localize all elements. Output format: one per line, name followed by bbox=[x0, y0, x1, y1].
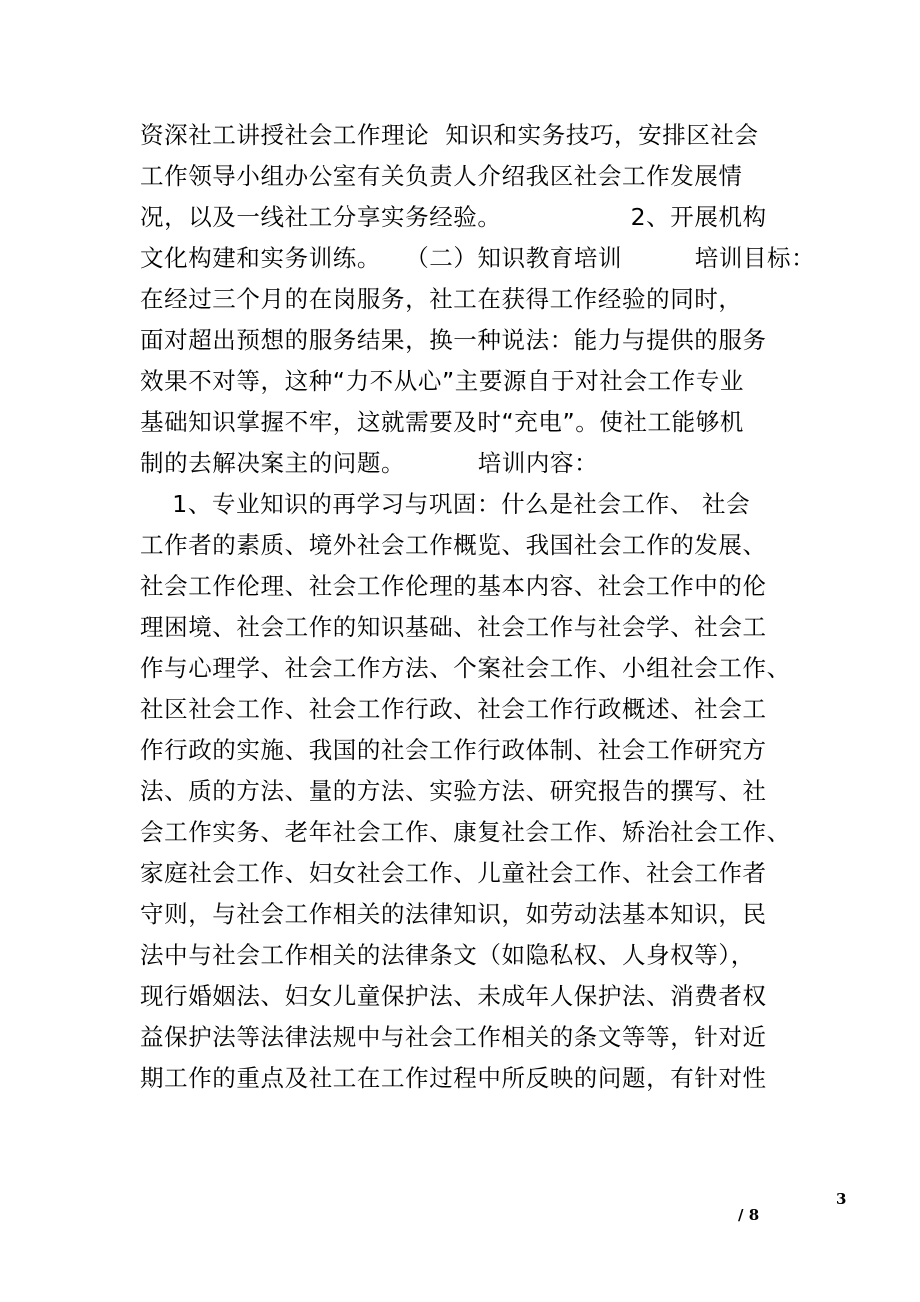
text-line: 作与心理学、社会工作方法、个案社会工作、小组社会工作、 bbox=[140, 654, 791, 682]
text-line: 面对超出预想的服务结果，换一种说法：能力与提供的服务 bbox=[140, 326, 767, 354]
body-text bbox=[140, 115, 816, 1099]
text-line: 资深社工讲授社会工作理论 知识和实务技巧，安排区社会 bbox=[140, 121, 759, 149]
text-line: 法、质的方法、量的方法、实验方法、研究报告的撰写、社 bbox=[140, 777, 767, 805]
text-line: 制的去解决案主的问题。 培训内容： bbox=[140, 449, 599, 477]
text-line: 社区社会工作、社会工作行政、社会工作行政概述、社会工 bbox=[140, 695, 767, 723]
text-line: 家庭社会工作、妇女社会工作、儿童社会工作、社会工作者 bbox=[140, 859, 767, 887]
text-line: 理困境、社会工作的知识基础、社会工作与社会学、社会工 bbox=[140, 613, 767, 641]
text-line: 作行政的实施、我国的社会工作行政体制、社会工作研究方 bbox=[140, 736, 767, 764]
text-line: 期工作的重点及社工在工作过程中所反映的问题，有针对性 bbox=[140, 1064, 767, 1092]
text-line: 况，以及一线社工分享实务经验。 2、开展机构 bbox=[140, 203, 767, 231]
text-line: 在经过三个月的在岗服务，社工在获得工作经验的同时， bbox=[140, 285, 743, 313]
text-line: 守则，与社会工作相关的法律知识，如劳动法基本知识，民 bbox=[140, 900, 767, 928]
page-total: / 8 bbox=[738, 1206, 760, 1224]
text-line: 基础知识掌握不牢，这就需要及时“充电”。使社工能够机 bbox=[140, 408, 744, 436]
text-line: 工作者的素质、境外社会工作概览、我国社会工作的发展、 bbox=[140, 531, 767, 559]
text-line: 1、专业知识的再学习与巩固：什么是社会工作、 社会 bbox=[140, 490, 751, 518]
text-line: 效果不对等，这种“力不从心”主要源自于对社会工作专业 bbox=[140, 367, 744, 395]
text-line: 益保护法等法律法规中与社会工作相关的条文等等，针对近 bbox=[140, 1023, 767, 1051]
text-line: 现行婚姻法、妇女儿童保护法、未成年人保护法、消费者权 bbox=[140, 982, 767, 1010]
text-line: 文化构建和实务训练。 （二）知识教育培训 培训目标： bbox=[140, 244, 816, 272]
text-line: 工作领导小组办公室有关负责人介绍我区社会工作发展情 bbox=[140, 162, 743, 190]
text-line: 法中与社会工作相关的法律条文（如隐私权、人身权等）， bbox=[140, 941, 755, 969]
text-line: 会工作实务、老年社会工作、康复社会工作、矫治社会工作、 bbox=[140, 818, 791, 846]
text-line: 社会工作伦理、社会工作伦理的基本内容、社会工作中的伦 bbox=[140, 572, 767, 600]
page-number: 3 bbox=[836, 1190, 847, 1208]
